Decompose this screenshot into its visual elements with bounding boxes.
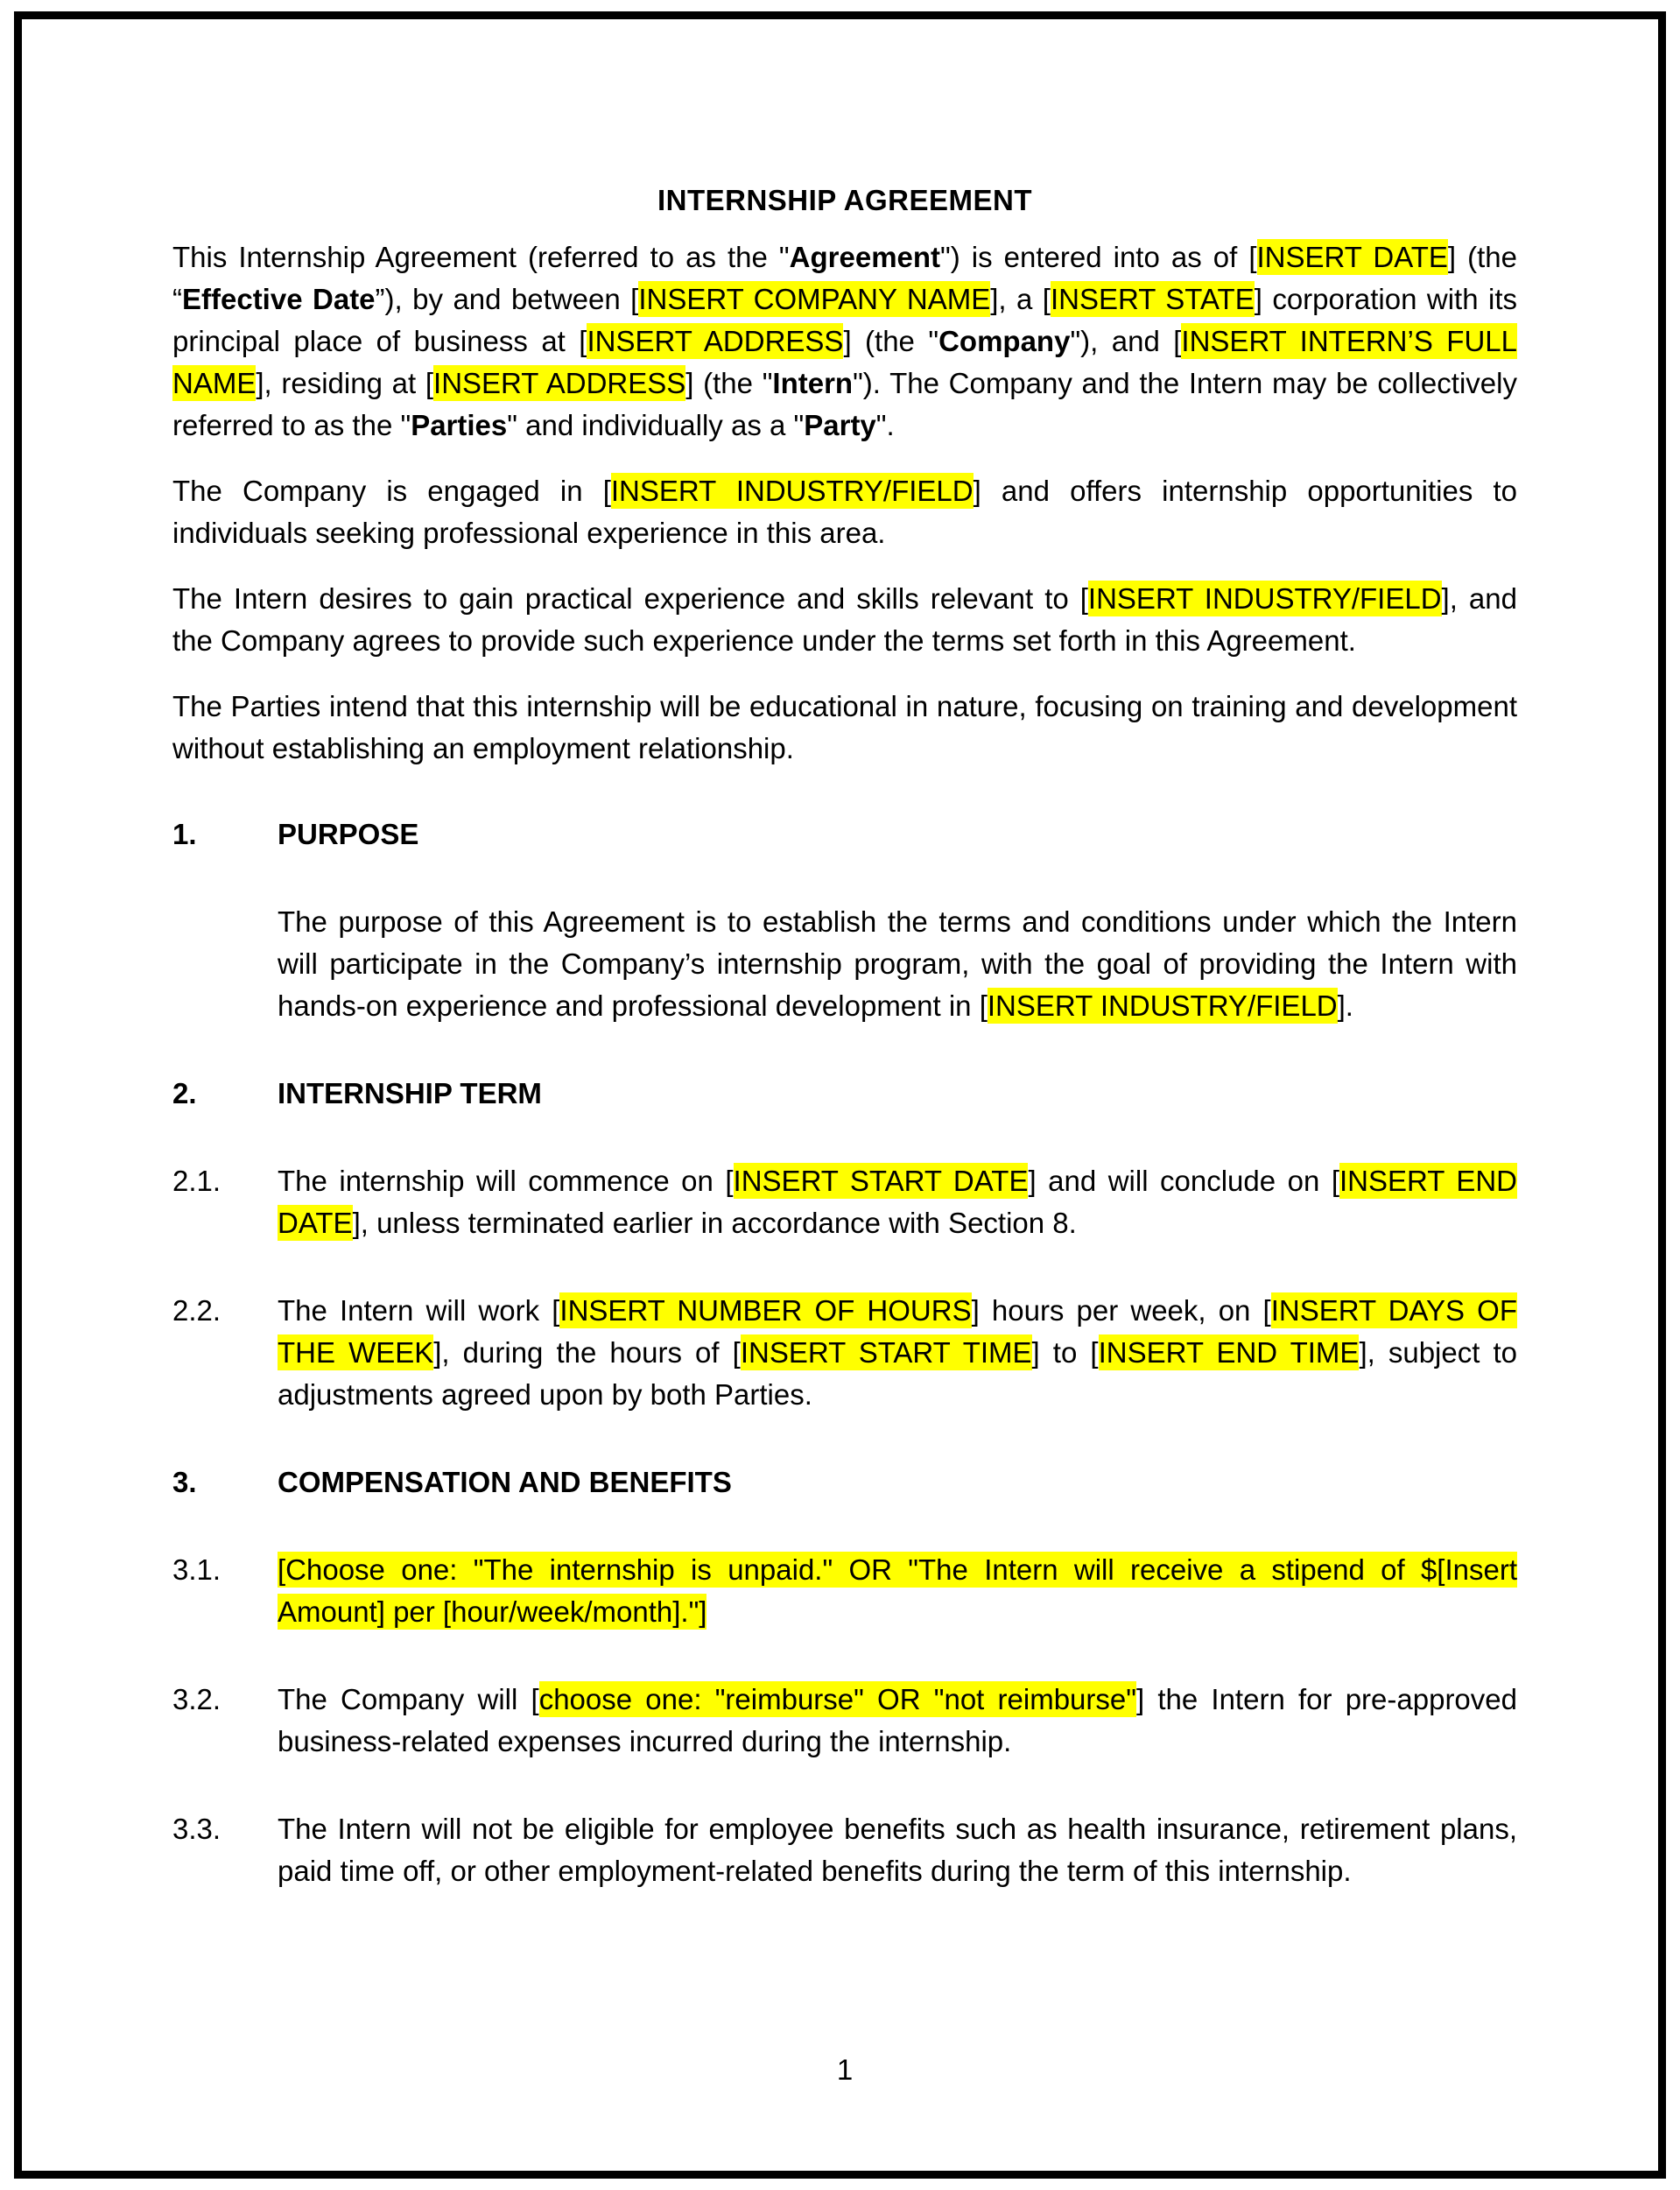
clause-number: 2.1. bbox=[172, 1165, 221, 1197]
clause-number: 3.2. bbox=[172, 1683, 221, 1715]
clause-number: 3.1. bbox=[172, 1553, 221, 1586]
text-run: Effective Date bbox=[182, 283, 376, 315]
text-run: The Intern will not be eligible for employee benefits such as health insurance, retirement plans, paid time off, or other employment-related benefits during the term of this internship. bbox=[278, 1813, 1517, 1887]
placeholder-highlight: INSERT START DATE bbox=[733, 1165, 1029, 1197]
document-blocks bbox=[172, 236, 1517, 1892]
text-run: ] (the “ bbox=[172, 241, 1517, 315]
numbered-clause bbox=[172, 1160, 1517, 1244]
text-run: The Company is engaged in [ bbox=[172, 475, 611, 507]
text-run: ], during the hours of [ bbox=[433, 1336, 741, 1369]
placeholder-highlight: INSERT END DATE bbox=[278, 1165, 1517, 1239]
numbered-clause bbox=[172, 1679, 1517, 1763]
paragraph bbox=[278, 901, 1517, 1027]
text-run: "), and [ bbox=[1070, 325, 1182, 357]
placeholder-highlight: INSERT INDUSTRY/FIELD bbox=[1087, 582, 1442, 615]
text-run: ] the Intern for pre-approved business-related expenses incurred during the internship. bbox=[278, 1683, 1517, 1757]
text-run: ] (the " bbox=[843, 325, 939, 357]
section-title bbox=[278, 1073, 1517, 1115]
text-run: ] to [ bbox=[1031, 1336, 1099, 1369]
text-run: The purpose of this Agreement is to establish the terms and conditions under which the Intern will participate in the Company’s internship program, with the goal of providing the Intern with hands-on experience and professional development in [ bbox=[278, 905, 1517, 1022]
text-run: " and individually as a " bbox=[507, 409, 805, 441]
text-run: ] (the " bbox=[685, 367, 773, 399]
placeholder-highlight: INSERT END TIME bbox=[1098, 1336, 1360, 1369]
placeholder-highlight: [Choose one: "The internship is unpaid." OR "The Intern will receive a stipend of $[Insert Amount] per [hour/week/month]."] bbox=[278, 1553, 1517, 1628]
text-run: ". bbox=[875, 409, 895, 441]
text-run: ], subject to adjustments agreed upon by both Parties. bbox=[278, 1336, 1518, 1411]
numbered-clause bbox=[172, 1808, 1517, 1892]
clause-text bbox=[278, 1679, 1517, 1763]
text-run: Agreement bbox=[789, 241, 941, 273]
text-run: The Intern desires to gain practical experience and skills relevant to [ bbox=[172, 582, 1088, 615]
document-title: INTERNSHIP AGREEMENT bbox=[657, 184, 1033, 216]
placeholder-highlight: INSERT INDUSTRY/FIELD bbox=[610, 475, 974, 507]
text-run: This Internship Agreement (referred to as the " bbox=[172, 241, 790, 273]
placeholder-highlight: INSERT STATE bbox=[1050, 283, 1255, 315]
document-page bbox=[172, 0, 1517, 1938]
clause-text bbox=[278, 1808, 1517, 1892]
text-run: Parties bbox=[411, 409, 508, 441]
text-run: Company bbox=[938, 325, 1071, 357]
text-run: Party bbox=[804, 409, 876, 441]
clause-text bbox=[278, 1549, 1517, 1633]
placeholder-highlight: INSERT INTERN’S FULL NAME bbox=[172, 325, 1517, 399]
text-run: ]. bbox=[1337, 989, 1353, 1022]
text-run: PURPOSE bbox=[278, 818, 419, 850]
section-heading bbox=[172, 813, 1517, 856]
page-number: 1 bbox=[836, 2053, 854, 2086]
placeholder-highlight: choose one: "reimburse" OR "not reimburse" bbox=[538, 1683, 1136, 1715]
text-run: The Parties intend that this internship will be educational in nature, focusing on training and development without establishing an employment relationship. bbox=[172, 690, 1517, 764]
text-run: ], residing at [ bbox=[256, 367, 434, 399]
text-run: ] hours per week, on [ bbox=[971, 1294, 1271, 1327]
text-run: ] corporation with its principal place of business at [ bbox=[172, 283, 1517, 357]
placeholder-highlight: INSERT COMPANY NAME bbox=[638, 283, 991, 315]
text-run: Intern bbox=[772, 367, 854, 399]
text-run: ") is entered into as of [ bbox=[940, 241, 1257, 273]
placeholder-highlight: INSERT START TIME bbox=[740, 1336, 1032, 1369]
clause-number: 3.3. bbox=[172, 1813, 221, 1845]
clause-number: 2.2. bbox=[172, 1294, 221, 1327]
clause-number: 2. bbox=[172, 1077, 197, 1109]
clause-text bbox=[278, 1160, 1517, 1244]
paragraph bbox=[172, 578, 1517, 662]
placeholder-highlight: INSERT DATE bbox=[1256, 241, 1448, 273]
placeholder-highlight: INSERT DAYS OF THE WEEK bbox=[278, 1294, 1517, 1369]
text-run: INTERNSHIP TERM bbox=[278, 1077, 542, 1109]
paragraph bbox=[172, 686, 1517, 770]
numbered-clause bbox=[172, 1290, 1517, 1416]
text-run: COMPENSATION AND BENEFITS bbox=[278, 1466, 732, 1498]
section-heading bbox=[172, 1461, 1517, 1503]
paragraph bbox=[172, 236, 1517, 447]
paragraph bbox=[172, 470, 1517, 554]
placeholder-highlight: INSERT INDUSTRY/FIELD bbox=[987, 989, 1338, 1022]
text-run: ], a [ bbox=[990, 283, 1051, 315]
clause-number: 3. bbox=[172, 1466, 197, 1498]
placeholder-highlight: INSERT ADDRESS bbox=[587, 325, 844, 357]
text-run: ] and will conclude on [ bbox=[1028, 1165, 1339, 1197]
numbered-clause bbox=[172, 1549, 1517, 1633]
text-run: ”), by and between [ bbox=[375, 283, 639, 315]
placeholder-highlight: INSERT ADDRESS bbox=[433, 367, 686, 399]
section-heading bbox=[172, 1073, 1517, 1115]
clause-number: 1. bbox=[172, 818, 197, 850]
section-title bbox=[278, 1461, 1517, 1503]
text-run: The Intern will work [ bbox=[278, 1294, 560, 1327]
text-run: ] and offers internship opportunities to individuals seeking professional experience in this area. bbox=[172, 475, 1517, 549]
text-run: The Company will [ bbox=[278, 1683, 539, 1715]
text-run: "). The Company and the Intern may be collectively referred to as the " bbox=[172, 367, 1517, 441]
section-title bbox=[278, 813, 1517, 856]
clause-text bbox=[278, 1290, 1517, 1416]
placeholder-highlight: INSERT NUMBER OF HOURS bbox=[559, 1294, 972, 1327]
text-run: ], unless terminated earlier in accordance with Section 8. bbox=[352, 1207, 1077, 1239]
text-run: ], and the Company agrees to provide such experience under the terms set forth in this Agreement. bbox=[172, 582, 1517, 657]
text-run: The internship will commence on [ bbox=[278, 1165, 734, 1197]
